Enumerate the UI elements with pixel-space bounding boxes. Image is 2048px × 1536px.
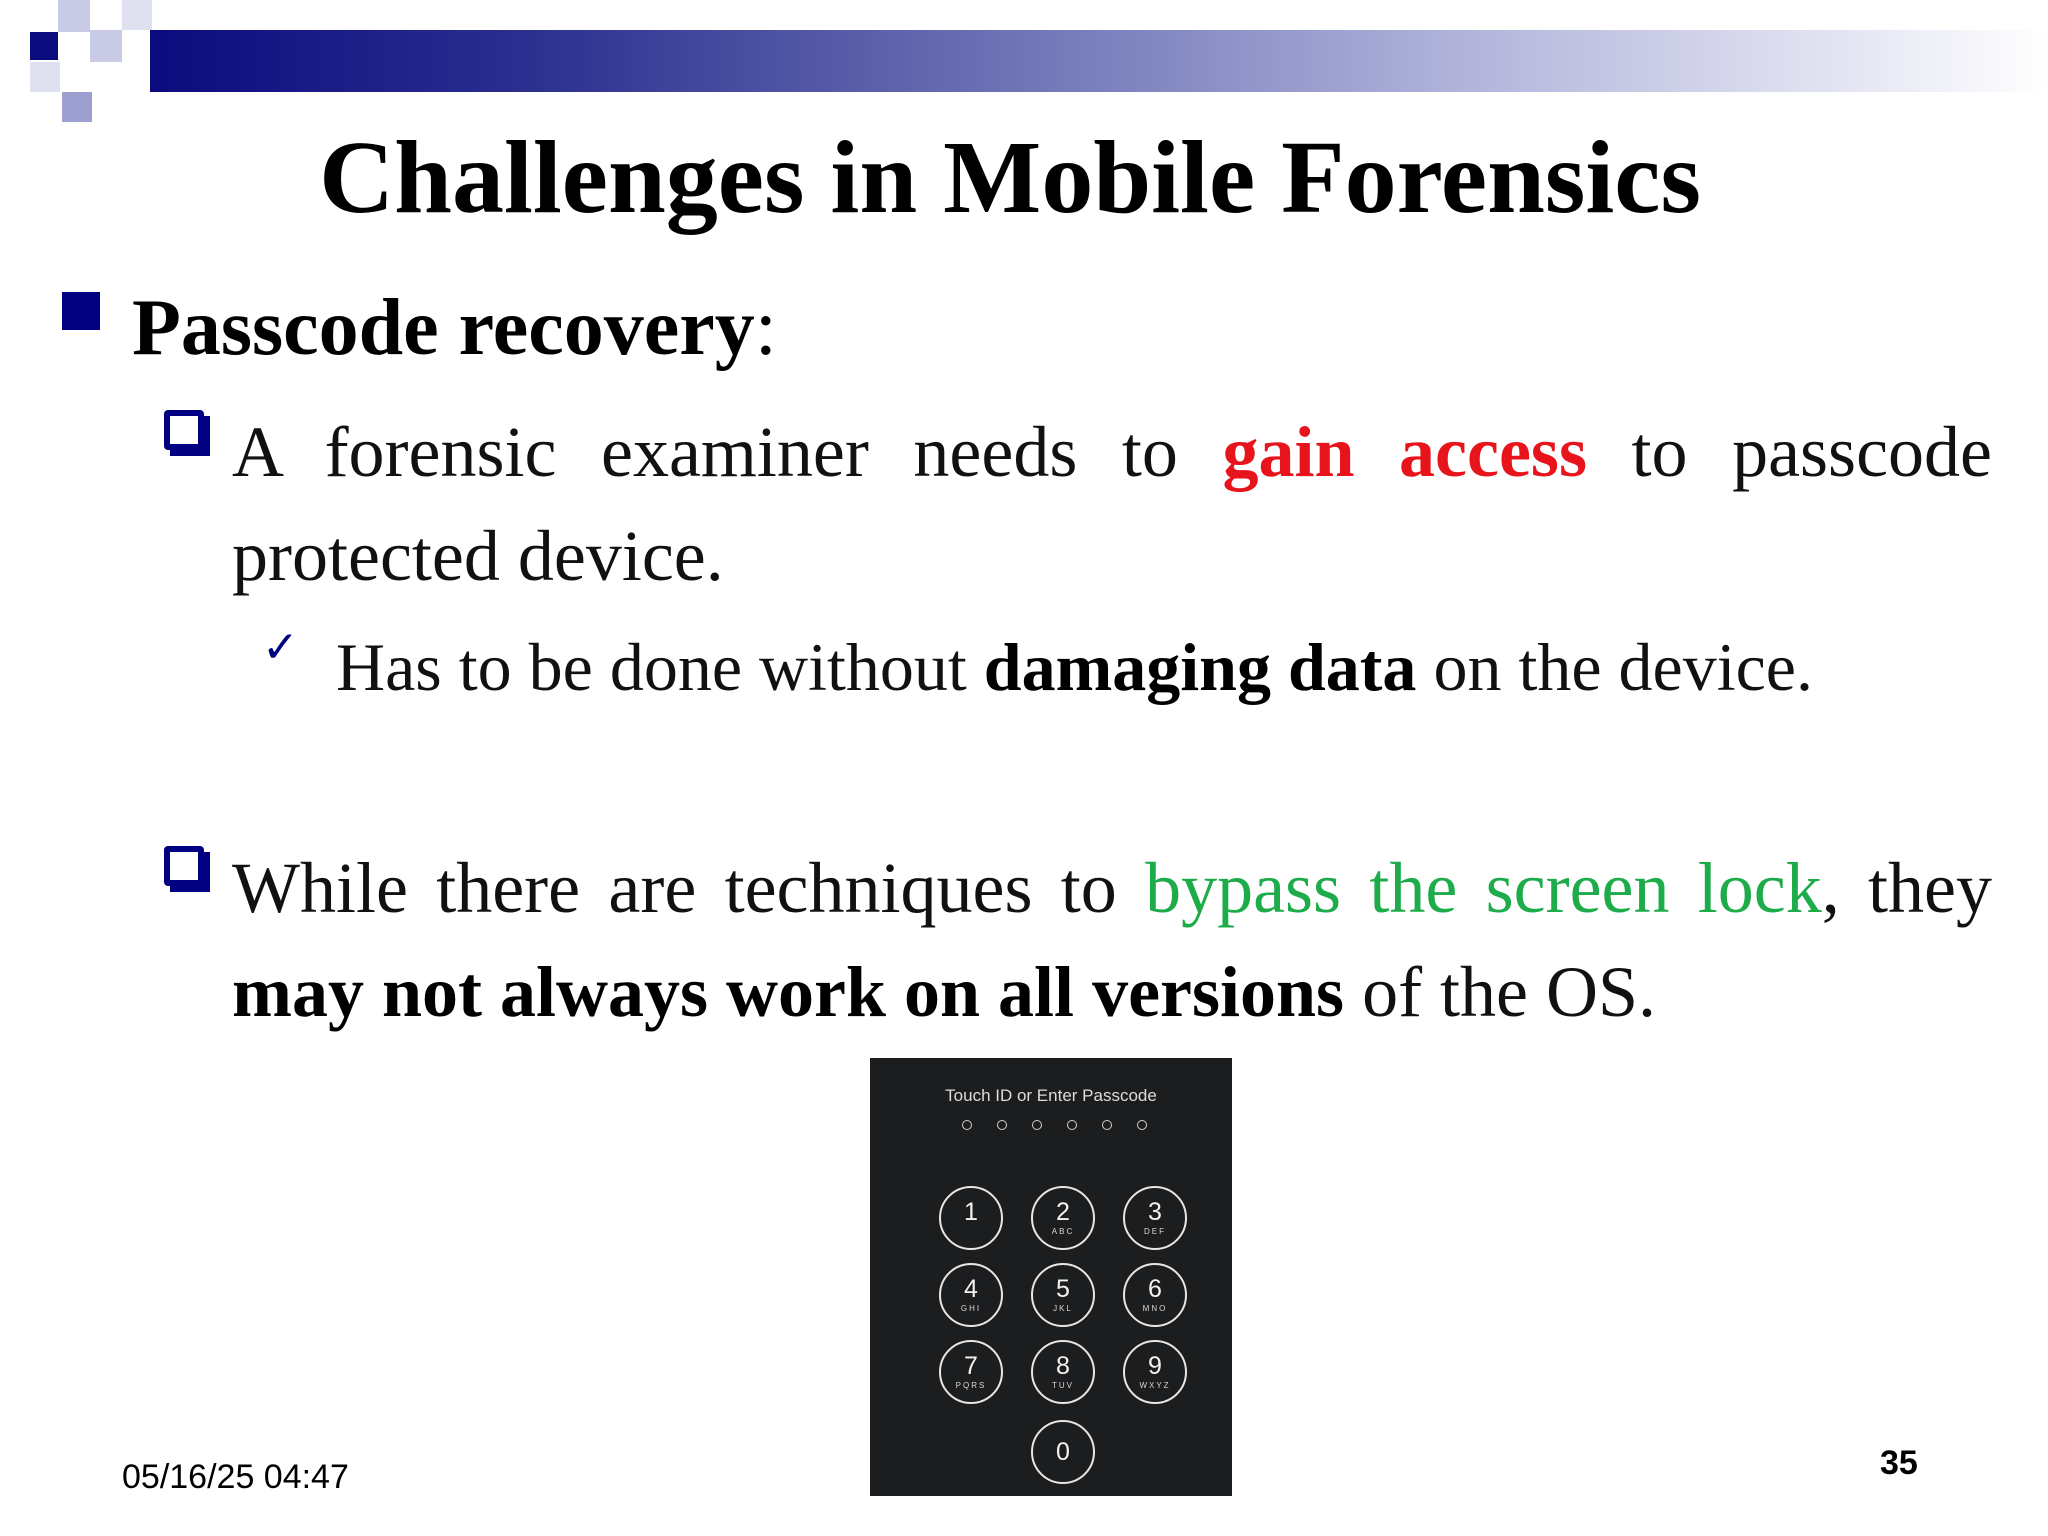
point-text: While there are techniques to <box>232 848 1146 928</box>
bold-damaging-data: damaging data <box>983 629 1417 705</box>
point-text: to passcode protected device. <box>232 412 1992 596</box>
passcode-dot <box>1102 1120 1112 1130</box>
keypad-key-2: 2 ABC <box>1031 1186 1095 1250</box>
footer-date: 05/16/25 04:47 <box>122 1458 349 1496</box>
keypad-key-4: 4 GHI <box>939 1263 1003 1327</box>
header-decoration-square <box>122 0 152 30</box>
point-text: , they <box>1821 848 1993 928</box>
bullet-heading <box>132 280 777 376</box>
keypad-key-8: 8 TUV <box>1031 1340 1095 1404</box>
highlight-bypass-screen-lock: bypass the screen lock <box>1145 848 1822 928</box>
slide-title: Challenges in Mobile Forensics <box>319 120 1701 235</box>
point-bypass-screen-lock <box>232 836 1992 1044</box>
header-gradient-bar <box>150 30 2048 92</box>
bold-not-all-versions: may not always work on all versions <box>232 952 1345 1032</box>
passcode-dot <box>1137 1120 1147 1130</box>
point-text: of the OS. <box>1344 952 1657 1032</box>
point-text: A forensic examiner needs to <box>232 412 1223 492</box>
checkbox-bullet-icon <box>164 846 204 886</box>
passcode-dot <box>997 1120 1007 1130</box>
checkbox-bullet-icon <box>164 410 204 450</box>
bullet-suffix: : <box>754 284 777 372</box>
keypad-key-9: 9 WXYZ <box>1123 1340 1187 1404</box>
header-decoration-square <box>90 30 122 62</box>
check-icon: ✓ <box>262 622 299 673</box>
passcode-dot <box>1032 1120 1042 1130</box>
keypad-key-0: 0 <box>1031 1420 1095 1484</box>
passcode-dot <box>962 1120 972 1130</box>
keypad-key-3: 3 DEF <box>1123 1186 1187 1250</box>
subpoint-text: on the device. <box>1416 629 1813 705</box>
subpoint-text: Has to be done without <box>336 629 984 705</box>
point-gain-access <box>232 400 1992 608</box>
keypad-key-1: 1 <box>939 1186 1003 1250</box>
keypad-key-5: 5 JKL <box>1031 1263 1095 1327</box>
passcode-prompt: Touch ID or Enter Passcode <box>945 1086 1157 1105</box>
subpoint-damaging-data <box>336 620 1992 714</box>
lock-screen-image <box>870 1058 1232 1496</box>
keypad-key-7: 7 PQRS <box>939 1340 1003 1404</box>
passcode-dot <box>1067 1120 1077 1130</box>
page-number: 35 <box>1880 1444 1918 1482</box>
header-decoration-square <box>58 0 90 32</box>
bullet-label: Passcode recovery <box>132 284 755 372</box>
header-decoration-square <box>30 32 58 60</box>
passcode-dots <box>962 1120 1142 1132</box>
header-decoration-square <box>30 62 60 92</box>
square-bullet-icon <box>62 292 100 330</box>
highlight-gain-access: gain access <box>1222 412 1587 492</box>
keypad-key-6: 6 MNO <box>1123 1263 1187 1327</box>
